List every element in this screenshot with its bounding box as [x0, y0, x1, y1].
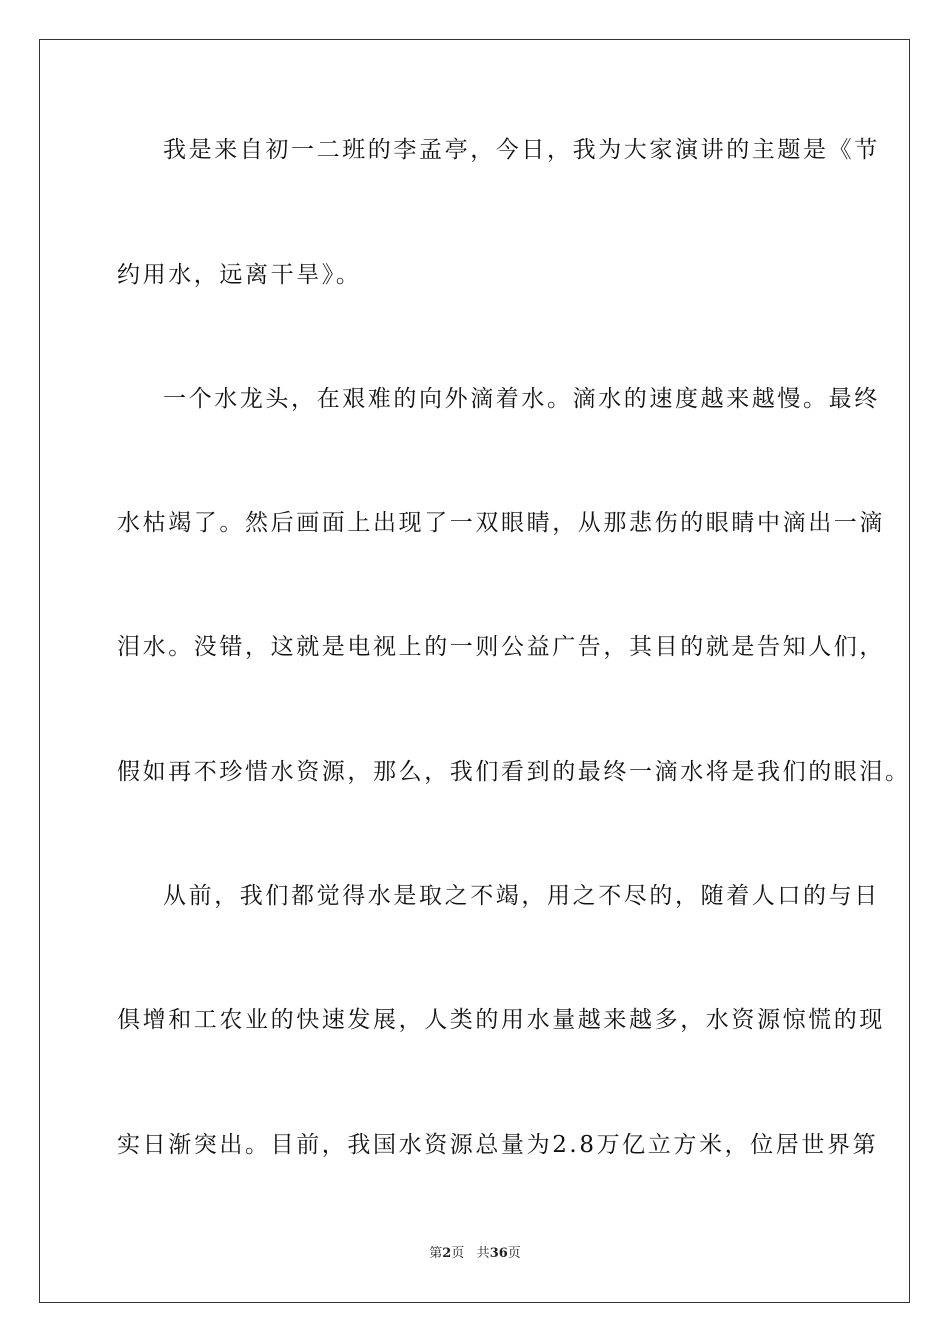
paragraph-2-line-4: 假如再不珍惜水资源，那么，我们看到的最终一滴水将是我们的眼泪。: [117, 759, 911, 785]
page-number: 2: [442, 1246, 452, 1261]
paragraph-2-line-1: 一个水龙头，在艰难的向外滴着水。滴水的速度越来越慢。最终: [163, 386, 880, 412]
paragraph-1-line-2: 约用水，远离干旱》。: [117, 262, 362, 288]
paragraph-1-line-1: 我是来自初一二班的李孟亭，今日，我为大家演讲的主题是《节: [163, 137, 880, 163]
page-prefix: 第: [429, 1246, 443, 1261]
paragraph-3-line-1: 从前，我们都觉得水是取之不竭，用之不尽的，随着人口的与日: [163, 883, 880, 909]
paragraph-3-line-3: 实日渐突出。目前，我国水资源总量为2.8万亿立方米，位居世界第: [117, 1132, 879, 1158]
paragraph-2-line-2: 水枯竭了。然后画面上出现了一双眼睛，从那悲伤的眼睛中滴出一滴: [117, 510, 885, 536]
paragraph-3-line-2: 俱增和工农业的快速发展，人类的用水量越来越多，水资源惊慌的现: [117, 1007, 885, 1033]
total-pages: 36: [489, 1246, 508, 1261]
paragraph-2-line-3: 泪水。没错，这就是电视上的一则公益广告，其目的就是告知人们，: [117, 634, 885, 660]
total-prefix: 共: [476, 1246, 490, 1261]
page-footer: [0, 1246, 950, 1262]
page-suffix: 页: [451, 1246, 465, 1261]
page-border: [39, 39, 910, 1303]
total-suffix: 页: [507, 1246, 521, 1261]
